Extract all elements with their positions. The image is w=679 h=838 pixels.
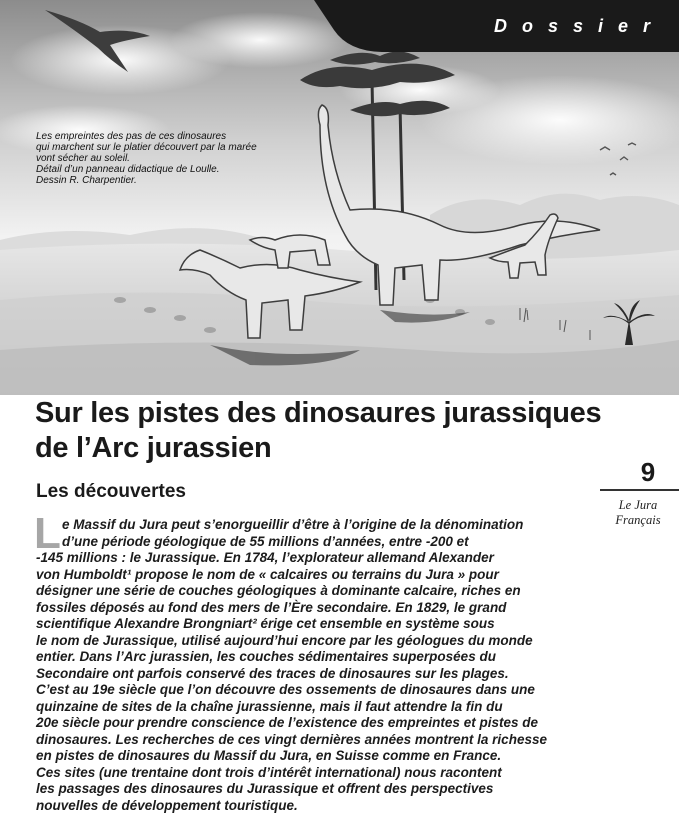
drop-cap: L (34, 509, 61, 558)
body-line: Secondaire ont parfois conservé des traces de dinosaures sur les plages. (36, 665, 509, 681)
article-body (36, 517, 560, 814)
body-line: en pistes de dinosaures du Massif du Jura, en Suisse comme en France. (36, 748, 502, 763)
body-line: d’une période géologique de 55 millions d’années, entre -200 et (62, 533, 469, 549)
body-line: le nom de Jurassique, utilisé aujourd’hui encore par les géologues du monde (36, 632, 533, 648)
article-subtitle: Les découvertes (36, 481, 186, 502)
body-line: Ces sites (une trentaine dont trois d’intérêt international) nous racontent (36, 764, 502, 780)
body-line: von Humboldt¹ propose le nom de « calcaires ou terrains du Jura » pour (36, 566, 499, 582)
title-line: de l’Arc jurassien (35, 432, 272, 464)
body-line: scientifique Alexandre Brongniart² érige cet ensemble en système sous (36, 616, 495, 631)
section-tab (314, 0, 679, 52)
body-line: C’est au 19e siècle que l’on découvre des ossements de dinosaures dans une (36, 682, 535, 697)
page-number: 9 (640, 457, 656, 487)
caption-line: Dessin R. Charpentier. (36, 175, 137, 186)
body-line: fossiles déposés au fond des mers de l’Ère secondaire. En 1829, le grand (36, 599, 507, 615)
magazine-name-line: Français (615, 513, 661, 527)
caption-line: qui marchent sur le platier découvert par la marée (36, 142, 257, 153)
dinosaur-scene-drawing (0, 0, 679, 395)
body-line: nouvelles de développement touristique. (36, 797, 298, 813)
magazine-name (603, 498, 673, 528)
caption-line: Les empreintes des pas de ces dinosaures (36, 131, 227, 142)
article-title (35, 396, 635, 466)
title-line: Sur les pistes des dinosaures jurassiques (35, 397, 602, 429)
body-line: 20e siècle pour prendre conscience de l’existence des empreintes et pistes de (36, 715, 538, 730)
body-line: e Massif du Jura peut s’enorgueillir d’être à l’origine de la dénomination (62, 517, 524, 532)
dinosaur-scene-illustration (0, 0, 679, 395)
magazine-name-line: Le Jura (618, 498, 658, 512)
body-line: -145 millions : le Jurassique. En 1784, l’explorateur allemand Alexander (36, 550, 494, 565)
page-rule-divider (600, 489, 679, 491)
body-line: désigner une série de couches géologiques à dominante calcaire, riches en (36, 583, 521, 598)
caption-line: Détail d’un panneau didactique de Loulle. (36, 164, 220, 175)
body-line: dinosaures. Les recherches de ces vingt dernières années montrent la richesse (36, 731, 547, 747)
body-line: les passages des dinosaures du Jurassique et offrent des perspectives (36, 781, 494, 796)
caption-line: vont sécher au soleil. (36, 153, 130, 164)
illustration-caption (36, 131, 296, 186)
section-label: Dossier (493, 16, 665, 36)
body-line: entier. Dans l’Arc jurassien, les couches sédimentaires superposées du (36, 649, 496, 664)
body-line: quinzaine de sites de la chaîne jurassienne, mais il faut attendre la fin du (36, 698, 503, 714)
